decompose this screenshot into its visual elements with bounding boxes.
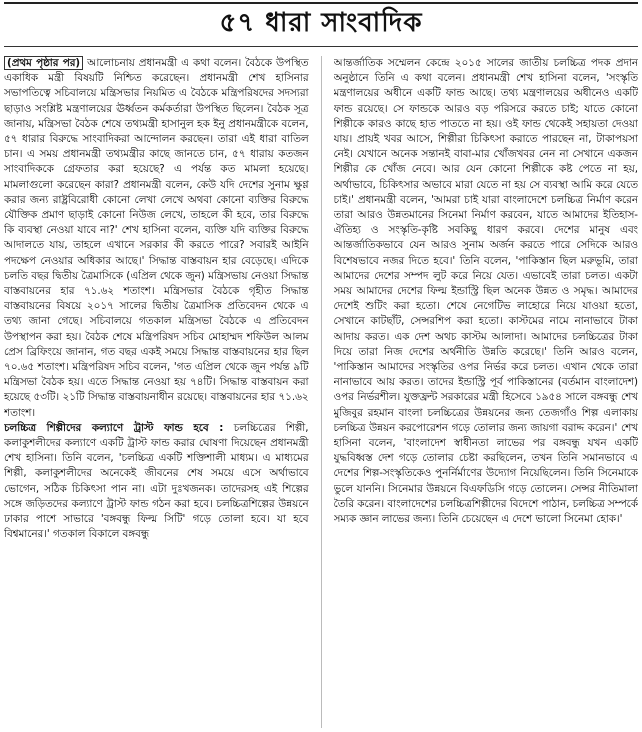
left-paragraph-2-text: চলচ্চিত্রের শিল্পী, কলাকুশলীদের কল্যাণে একটি ট্রাস্ট ফান্ড করার ঘোষণা দিয়েছেন প্রধানমন্ত্রী শেখ হাসিনা। তিনি বলেন, 'চলচ্চিত্র একটি শক্তিশালী মাধ্যম। এ মাধ্যমের শিল্পী, কলাকুশলীদের অনেকেই জীবনের শেষ সময়ে এসে অর্থাভাবে ভোগেন, সঠিক চিকিৎসা পান না। এটা দুঃখজনক। তাদেরসহ এই শিল্পের সঙ্গে জড়িতদের কল্যাণে ট্রাস্ট ফান্ড গঠন করা হবে। চলচ্চিত্রশিল্পের উন্নয়নে ঢাকার পাশে সাভারে 'বঙ্গবন্ধু ফিল্ম সিটি' গড়ে তোলা হবে। যা হবে বিশ্বমানের।' গতকাল বিকালে বঙ্গবন্ধু xyxy=(4,421,309,541)
headline: ৫৭ ধারা সাংবাদিক xyxy=(219,8,423,38)
left-paragraph-2 xyxy=(4,421,309,543)
left-column xyxy=(4,56,309,728)
right-column xyxy=(334,56,639,728)
subhead-trust-fund: চলচ্চিত্র শিল্পীদের কল্যাণে ট্রাস্ট ফান্ড হবে : xyxy=(4,421,224,434)
continuation-kicker: (প্রথম পৃষ্ঠার পর) xyxy=(4,56,83,70)
left-paragraph-1 xyxy=(4,56,309,421)
headline-rule xyxy=(4,46,638,47)
left-paragraph-1-text: আলোচনায় প্রধানমন্ত্রী এ কথা বলেন। বৈঠকে উপস্থিত একাধিক মন্ত্রী বিষয়টি নিশ্চিত করেছেন। প্রধানমন্ত্রী শেখ হাসিনার সভাপতিত্বে সচিবালয়ে মন্ত্রিসভার নিয়মিত এ বৈঠকে মন্ত্রিপরিষদের সদস্যরা ছাড়াও সংশ্লিষ্ট মন্ত্রণালয়ের ঊর্ধ্বতন কর্মকর্তারা উপস্থিত ছিলেন। বৈঠক সূত্র জানায়, মন্ত্রিসভা বৈঠক শেষে তথ্যমন্ত্রী হাসানুল হক ইনু প্রধানমন্ত্রীকে বলেন, ৫৭ ধারার বিরুদ্ধে সাংবাদিকরা আন্দোলন করছেন। তারা এই ধারা বাতিল চান। এ সময় প্রধানমন্ত্রী তথ্যমন্ত্রীর কাছে জানতে চান, ৫৭ ধারায় কতজন সাংবাদিককে গ্রেফতার করা হয়েছে? এ পর্যন্ত কত মামলা হয়েছে। মামলাগুলো করেছেন কারা? প্রধানমন্ত্রী বলেন, কেউ যদি দেশের সুনাম ক্ষুণ্ণ করার জন্য রাষ্ট্রবিরোধী কোনো লেখা লেখে অথবা কোনো ব্যক্তির বিরুদ্ধে যৌক্তিক প্রমাণ ছাড়াই কোনো নিউজ লেখে, তাহলে কী হবে, তার বিরুদ্ধে কি ব্যবস্থা নেওয়া যাবে না?' শেখ হাসিনা বলেন, ব্যক্তি যদি ব্যক্তির বিরুদ্ধে আদালতে যায়, তাহলে এখানে সরকার কী করতে পারে? সবারই আইনি পদক্ষেপ নেওয়ার অধিকার আছে।' সিদ্ধান্ত বাস্তবায়ন হার বেড়েছে। এদিকে চলতি বছর দ্বিতীয় ত্রৈমাসিকে (এপ্রিল থেকে জুন) মন্ত্রিসভায় নেওয়া সিদ্ধান্ত বাস্তবায়নের হার ৭১.৬২ শতাংশ। মন্ত্রিসভার বৈঠকে গৃহীত সিদ্ধান্ত বাস্তবায়নের বিষয়ে ২০১৭ সালের দ্বিতীয় ত্রৈমাসিক প্রতিবেদন থেকে এ তথ্য জানা গেছে। সচিবালয়ে গতকাল মন্ত্রিসভা বৈঠকে এ প্রতিবেদন উপস্থাপন করা হয়। বৈঠক শেষে মন্ত্রিপরিষদ সচিব মোহাম্মদ শফিউল আলম প্রেস ব্রিফিংয়ে জানান, গত বছর একই সময়ে সিদ্ধান্ত বাস্তবায়নের হার ছিল ৭০.৬৫ শতাংশ। মন্ত্রিপরিষদ সচিব বলেন, 'গত এপ্রিল থেকে জুন পর্যন্ত ৯টি মন্ত্রিসভা বৈঠক হয়। এতে সিদ্ধান্ত নেওয়া হয় ৭৪টি। সিদ্ধান্ত বাস্তবায়ন করা হয়েছে ৫৩টি। ২১টি সিদ্ধান্ত বাস্তবায়নাধীন রয়েছে। বাস্তবায়নের হার ৭১.৬২ শতাংশ। xyxy=(4,57,309,419)
right-paragraph-1: আন্তর্জাতিক সম্মেলন কেন্দ্রে ২০১৫ সালের জাতীয় চলচ্চিত্র পদক প্রদান অনুষ্ঠানে তিনি এ কথা বলেন। প্রধানমন্ত্রী শেখ হাসিনা বলেন, 'সংস্কৃতি মন্ত্রণালয়ের অধীনে একটি ফান্ড আছে। তথ্য মন্ত্রণালয়ের অধীনেও একটি ফান্ড রয়েছে। সে ফান্ডকে আরও বড় পরিসরে করতে চাই; যাতে কোনো শিল্পীকে কারও কাছে হাত পাততে না হয়। ওই ফান্ড থেকেই সহায়তা দেওয়া যায়। প্রায়ই খবর আসে, শিল্পীরা চিকিৎসা করাতে পারছেন না, টাকাপয়সা নেই। যেখানে অনেক সন্তানই বাবা-মার খোঁজখবর নেন না সেখানে একজন শিল্পীর কে খোঁজ নেবে। আর যেন কোনো শিল্পীকে কষ্ট পেতে না হয়, অর্থাভাবে, চিকিৎসার অভাবে মারা যেতে না হয় সে ব্যবস্থা আমি করে যেতে চাই।' প্রধানমন্ত্রী বলেন, 'আমরা চাই যারা বাংলাদেশে চলচ্চিত্র নির্মাণ করেন তারা আরও উন্নতমানের সিনেমা নির্মাণ করবেন, যাতে আমাদের ইতিহাস-ঐতিহ্য ও সংস্কৃতি-কৃষ্টি সবকিছু ধারণ করবে। দেশের মানুষ এবং আন্তর্জাতিকভাবে যেন আরও সুনাম অর্জন করতে পারে সেদিকে আরও বিশেষভাবে নজর দিতে হবে।' তিনি বলেন, 'পাকিস্তান ছিল মরুভূমি, তারা আমাদের দেশের সম্পদ লুট করে নিয়ে যেত। এভাবেই তারা চলত। একটা সময় আমাদের দেশের ফিল্ম ইন্ডাস্ট্রি ছিল অনেক উন্নত ও সমৃদ্ধ। আমাদের দেশেই শুটিং করা হতো। শেষে নেগেটিভ লাহোরে নিয়ে যাওয়া হতো, সেখানে কাটছাঁট, সেন্সরশিপ করা হতো। কাস্টমের নামে নানাভাবে টাকা আদায় করত। এক দেশ অথচ কাস্টম আলাদা। আমাদের চলচ্চিত্রের টাকা দিয়ে তারা নিজ দেশের অর্থনীতি উন্নতি করেছে।' তিনি আরও বলেন, 'পাকিস্তান আমাদের সংস্কৃতির ওপর নির্ভর করে চলত। এখান থেকে তারা নানাভাবে আয় করত। তাদের ইন্ডাস্ট্রি পূর্ব পাকিস্তানের (বর্তমান বাংলাদেশ) ওপর নির্ভরশীল। যুক্তফ্রন্ট সরকারের মন্ত্রী হিসেবে ১৯৫৪ সালে বঙ্গবন্ধু শেখ মুজিবুর রহমান বাংলা চলচ্চিত্রের উন্নয়নের জন্য তেজগাঁও শিল্প এলাকায় চলচ্চিত্র উন্নয়ন করপোরেশন গড়ে তোলার জন্য জায়গা বরাদ্দ করেন।' শেখ হাসিনা বলেন, 'বাংলাদেশ স্বাধীনতা লাভের পর বঙ্গবন্ধু যখন একটি যুদ্ধবিধ্বস্ত দেশ গড়ে তোলার চেষ্টা করছিলেন, তখন তিনি সমানভাবে এ দেশের শিল্প-সংস্কৃতিকেও পুনর্নির্মাণের উদ্যোগ নিয়েছিলেন। তিনি সিনেমাকে ভুলে যাননি। সিনেমার উন্নয়নে বিএফডিসি গড়ে তোলেন। সেন্সর নীতিমালা তৈরি করেন। বাংলাদেশের চলচ্চিত্রশিল্পীদের বিদেশে পাঠান, চলচ্চিত্র সম্পর্কে সম্যক জ্ঞান লাভের জন্য। তিনি চেয়েছেন এ দেশে ভালো সিনেমা হোক।' xyxy=(333,57,638,526)
column-divider xyxy=(321,56,322,728)
article-columns xyxy=(4,56,638,728)
